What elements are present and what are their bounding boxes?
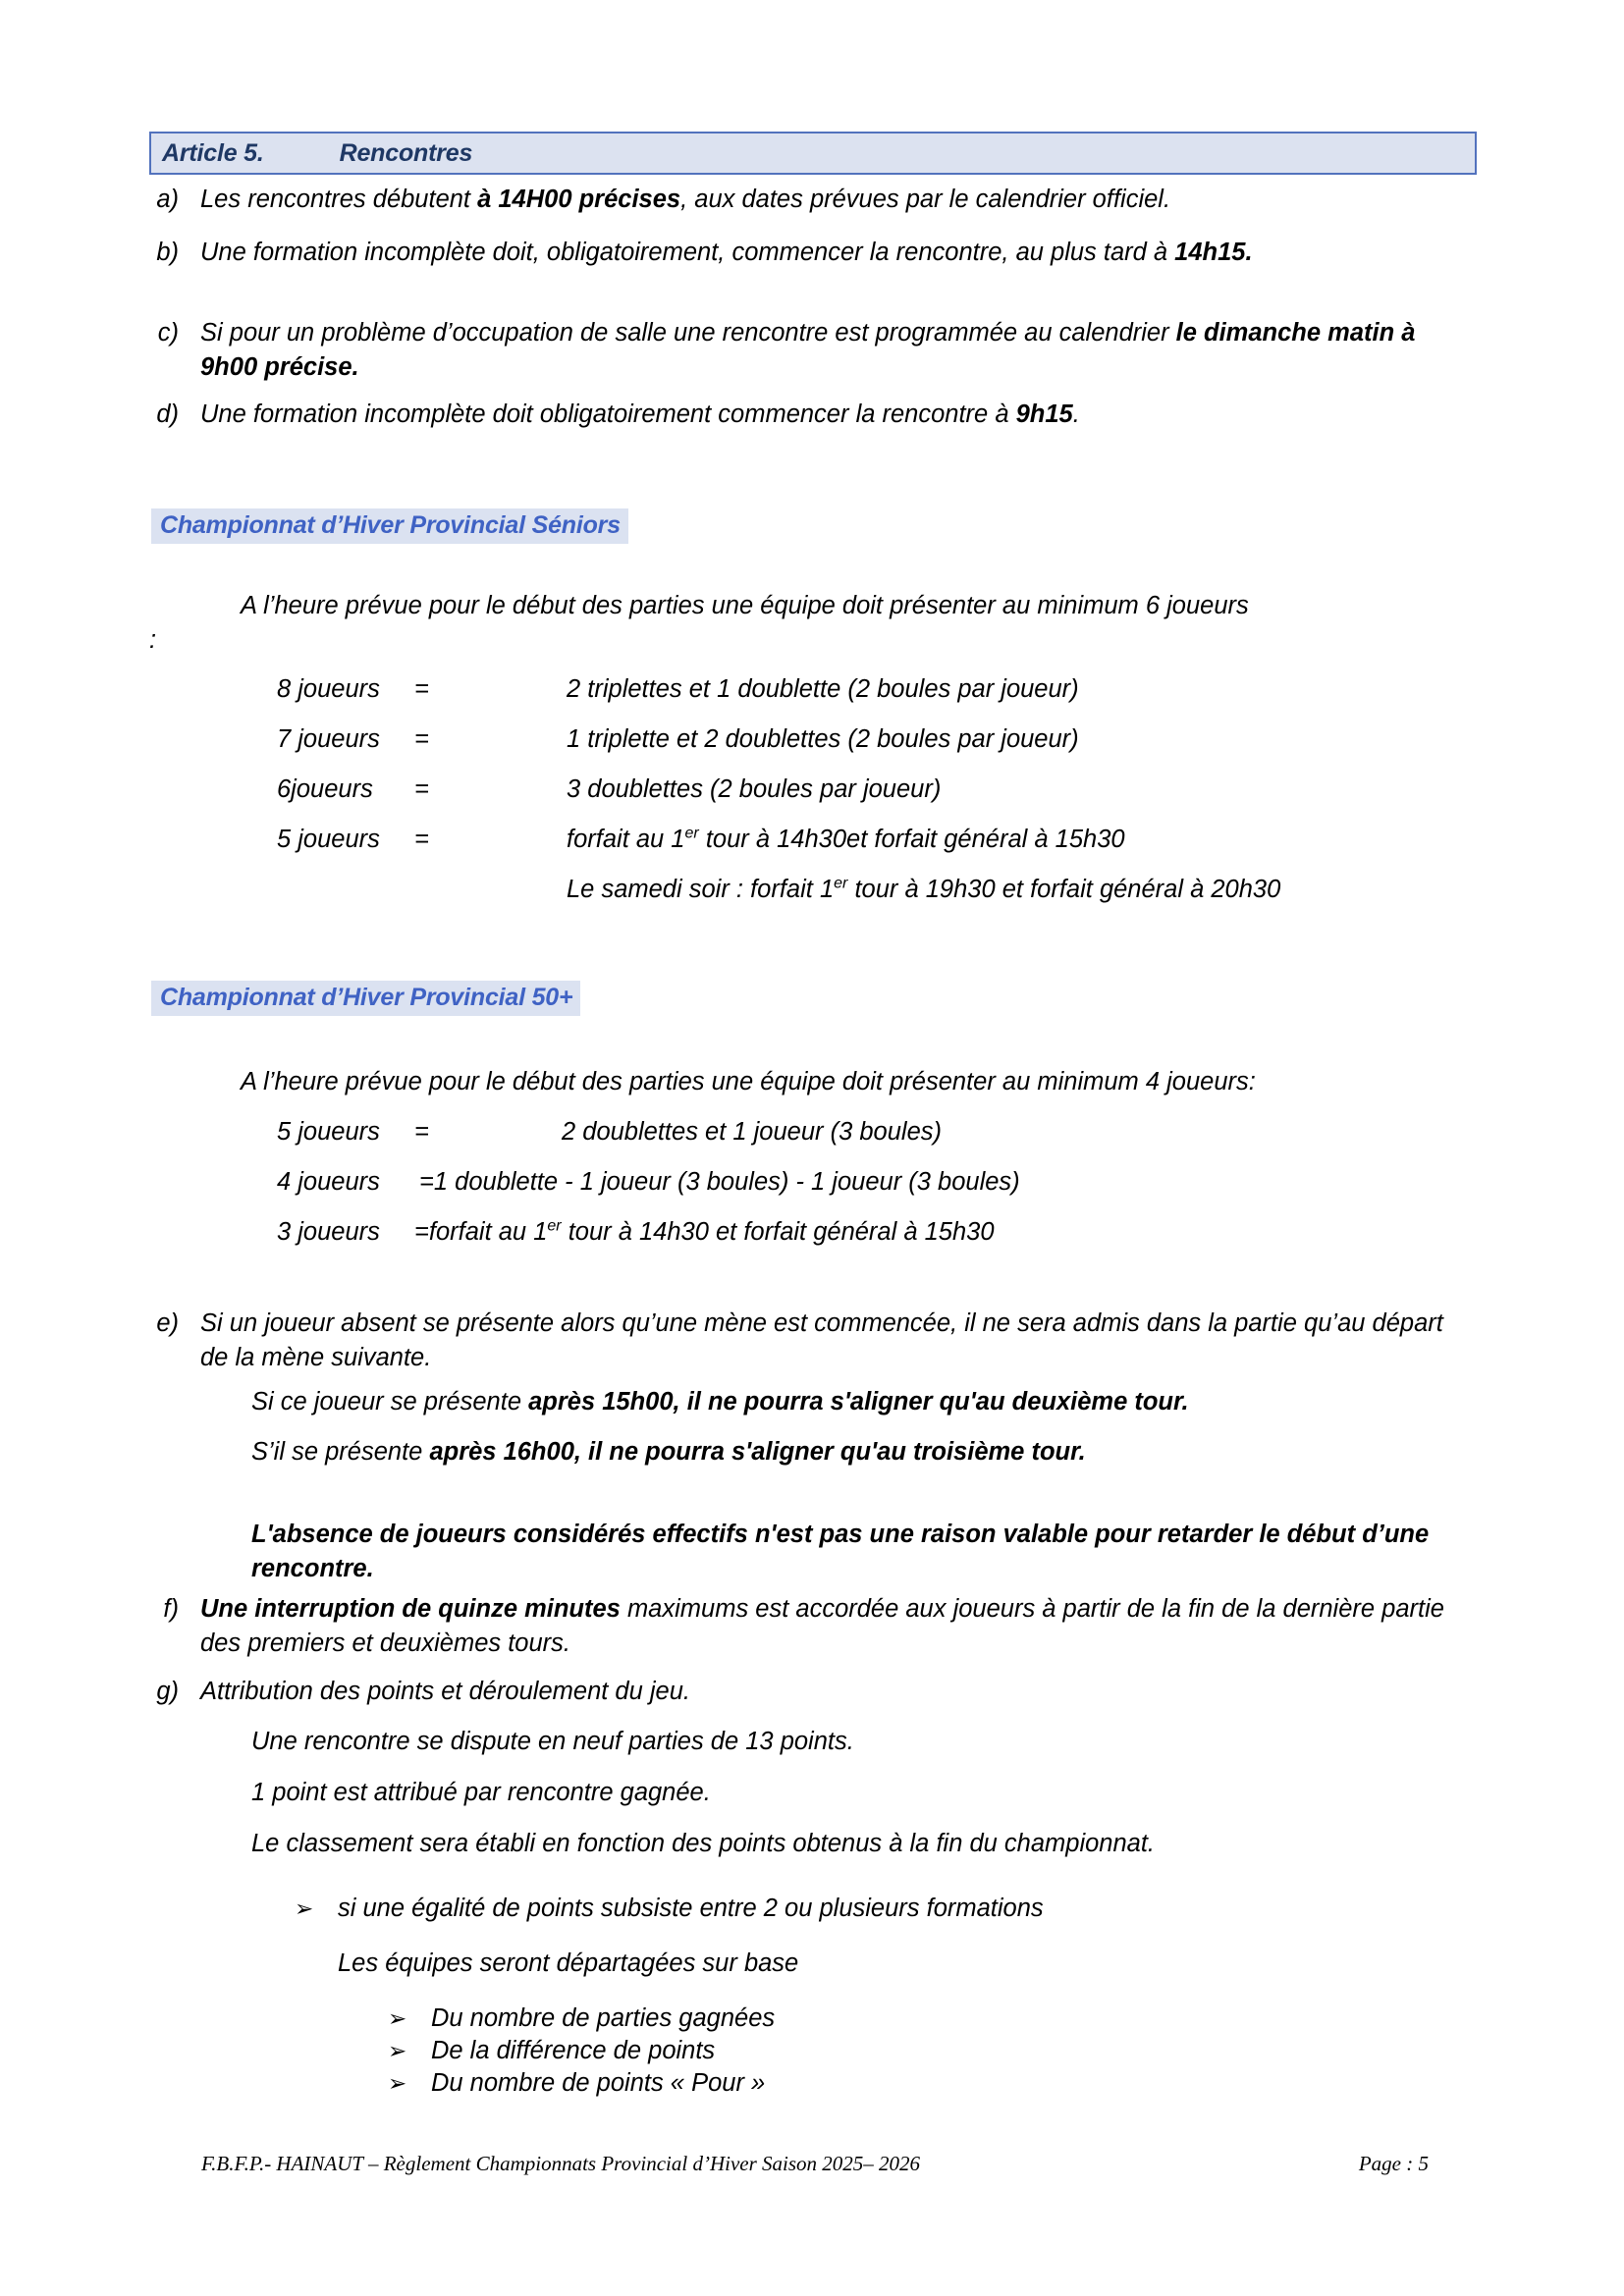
seniors-row-5-desc-post: tour à 14h30et forfait général à 15h30 bbox=[698, 826, 1125, 853]
list-marker-g: g) bbox=[156, 1678, 179, 1705]
section-heading-seniors: Championnat d’Hiver Provincial Séniors bbox=[151, 508, 628, 544]
seniors-row-7 bbox=[277, 723, 1079, 756]
text-c-1: Si pour un problème d’occupation de salle une rencontre est programmée au calendrier bbox=[200, 319, 1176, 347]
text-f-bold: Une interruption de quinze minutes bbox=[200, 1595, 621, 1623]
fiftyplus-row-3-ordinal: er bbox=[547, 1217, 562, 1235]
seniors-row-5-desc bbox=[567, 824, 1125, 856]
subbullet-item-1-text: De la différence de points bbox=[431, 2037, 716, 2064]
list-item-e bbox=[149, 1307, 1455, 1375]
fiftyplus-row-4-count: 4 joueurs bbox=[277, 1168, 380, 1196]
text-b-bold: 14h15. bbox=[1174, 239, 1253, 266]
seniors-row-5 bbox=[277, 824, 1125, 856]
seniors-row-6-eq: = bbox=[414, 775, 429, 803]
fiftyplus-intro: A l’heure prévue pour le début des parties une équipe doit présenter au minimum 4 joueurs: bbox=[241, 1068, 1256, 1095]
seniors-row-7-eq: = bbox=[414, 725, 429, 753]
page-footer bbox=[201, 2152, 1429, 2176]
text-d-2: . bbox=[1072, 400, 1080, 428]
seniors-row-samedi bbox=[567, 874, 1280, 906]
subbullet-item-2 bbox=[388, 2067, 765, 2100]
list-marker-a: a) bbox=[156, 186, 179, 213]
list-marker-f: f) bbox=[163, 1595, 179, 1623]
list-item-g-sub-2: 1 point est attribué par rencontre gagnée. bbox=[251, 1779, 711, 1806]
seniors-row-samedi-post: tour à 19h30 et forfait général à 20h30 bbox=[847, 876, 1281, 903]
list-marker-b: b) bbox=[156, 239, 179, 266]
text-d-bold: 9h15 bbox=[1015, 400, 1073, 428]
seniors-row-5-eq: = bbox=[414, 826, 429, 853]
list-body-f bbox=[200, 1592, 1470, 1661]
list-body-d bbox=[200, 398, 1460, 432]
list-item-g-sub-1: Une rencontre se dispute en neuf parties de 13 points. bbox=[251, 1728, 854, 1755]
seniors-row-8-desc: 2 triplettes et 1 doublette (2 boules par joueur) bbox=[567, 675, 1079, 703]
seniors-row-6-count: 6joueurs bbox=[277, 775, 373, 803]
fiftyplus-row-5 bbox=[277, 1116, 942, 1148]
seniors-row-8-count: 8 joueurs bbox=[277, 675, 380, 703]
fiftyplus-row-5-count: 5 joueurs bbox=[277, 1118, 380, 1146]
article-banner bbox=[149, 132, 1477, 175]
footer-left-text: F.B.F.P.- HAINAUT – Règlement Championnats Provincial d’Hiver Saison 2025– 2026 bbox=[201, 2152, 921, 2175]
fiftyplus-row-3-desc bbox=[414, 1216, 995, 1249]
fiftyplus-row-5-desc: 2 doublettes et 1 joueur (3 boules) bbox=[562, 1118, 943, 1146]
list-marker-c: c) bbox=[157, 319, 179, 347]
list-item-g-sub-4: Les équipes seront départagées sur base bbox=[338, 1949, 799, 1977]
fiftyplus-row-3 bbox=[277, 1216, 995, 1249]
list-item-c bbox=[149, 316, 1460, 385]
arrow-bullet-icon: ➢ bbox=[388, 2070, 407, 2096]
list-item-d bbox=[149, 398, 1460, 432]
seniors-row-samedi-ordinal: er bbox=[834, 875, 848, 892]
fiftyplus-row-5-eq: = bbox=[414, 1118, 429, 1146]
text-f-1: maximums est accordée aux joueurs à partir de la fin de la dernière partie des premiers et deuxièmes tours. bbox=[200, 1595, 1444, 1657]
subbullet-item-2-text: Du nombre de points « Pour » bbox=[431, 2069, 766, 2097]
text-c-bold: le dimanche matin à 9h00 précise. bbox=[200, 319, 1416, 381]
list-body-e: Si un joueur absent se présente alors qu’une mène est commencée, il ne sera admis dans la partie qu’au départ de la mène suivante. bbox=[200, 1309, 1443, 1371]
seniors-row-5-count: 5 joueurs bbox=[277, 826, 380, 853]
list-item-g bbox=[149, 1675, 1455, 1709]
seniors-intro-line2: : bbox=[149, 626, 157, 654]
seniors-row-5-ordinal: er bbox=[684, 825, 699, 842]
list-body-g: Attribution des points et déroulement du jeu. bbox=[200, 1678, 690, 1705]
text-d-1: Une formation incomplète doit obligatoirement commencer la rencontre à bbox=[200, 400, 1016, 428]
seniors-row-8-eq: = bbox=[414, 675, 429, 703]
list-item-g-sub-3: Le classement sera établi en fonction des points obtenus à la fin du championnat. bbox=[251, 1830, 1156, 1857]
absence-note: L'absence de joueurs considérés effectifs n'est pas une raison valable pour retarder le début d’une rencontre. bbox=[251, 1521, 1430, 1582]
bullet-item-equality bbox=[295, 1893, 1044, 1925]
text-a-2: , aux dates prévues par le calendrier officiel. bbox=[680, 186, 1171, 213]
list-item-b bbox=[149, 236, 1455, 270]
arrow-bullet-icon: ➢ bbox=[295, 1896, 314, 1921]
text-a-1: Les rencontres débutent bbox=[200, 186, 478, 213]
seniors-row-8 bbox=[277, 673, 1079, 706]
text-a-bold: à 14H00 précises bbox=[477, 186, 681, 213]
fiftyplus-row-4-desc: =1 doublette - 1 joueur (3 boules) - 1 joueur (3 boules) bbox=[419, 1168, 1020, 1196]
list-item-e-sub-2 bbox=[251, 1435, 1528, 1469]
list-item-f bbox=[149, 1592, 1470, 1661]
list-body-b bbox=[200, 236, 1455, 270]
list-body-a bbox=[200, 183, 1455, 217]
arrow-bullet-icon: ➢ bbox=[388, 2038, 407, 2063]
text-e-sub1-bold: après 15h00, il ne pourra s'aligner qu'au deuxième tour. bbox=[528, 1388, 1189, 1415]
fiftyplus-row-3-count: 3 joueurs bbox=[277, 1218, 380, 1246]
fiftyplus-row-4 bbox=[277, 1166, 1020, 1199]
seniors-row-7-desc: 1 triplette et 2 doublettes (2 boules par joueur) bbox=[567, 725, 1079, 753]
text-e-sub2: S’il se présente bbox=[251, 1438, 430, 1466]
seniors-row-7-count: 7 joueurs bbox=[277, 725, 380, 753]
footer-page-number: Page : 5 bbox=[1358, 2152, 1429, 2175]
seniors-intro-line1: A l’heure prévue pour le début des parties une équipe doit présenter au minimum 6 joueurs bbox=[241, 592, 1249, 619]
list-marker-d: d) bbox=[156, 400, 179, 428]
fiftyplus-row-3-post: tour à 14h30 et forfait général à 15h30 bbox=[561, 1218, 995, 1246]
fiftyplus-row-3-pre: =forfait au 1 bbox=[414, 1218, 548, 1246]
list-marker-e: e) bbox=[156, 1309, 179, 1337]
list-item-e-sub-1 bbox=[251, 1385, 1528, 1419]
list-body-c bbox=[200, 316, 1460, 385]
article-label: Article 5. bbox=[162, 138, 264, 167]
subbullet-item-0-text: Du nombre de parties gagnées bbox=[431, 2004, 776, 2032]
seniors-row-6 bbox=[277, 774, 941, 806]
seniors-row-samedi-pre: Le samedi soir : forfait 1 bbox=[567, 876, 835, 903]
list-item-a bbox=[149, 183, 1455, 217]
subbullet-item-0 bbox=[388, 2002, 775, 2035]
subbullet-item-1 bbox=[388, 2035, 715, 2067]
text-e-sub2-bold: après 16h00, il ne pourra s'aligner qu'au troisième tour. bbox=[429, 1438, 1086, 1466]
seniors-row-6-desc: 3 doublettes (2 boules par joueur) bbox=[567, 775, 942, 803]
seniors-row-5-desc-pre: forfait au 1 bbox=[567, 826, 685, 853]
bullet-item-equality-text: si une égalité de points subsiste entre 2 ou plusieurs formations bbox=[338, 1895, 1044, 1922]
text-e-sub1: Si ce joueur se présente bbox=[251, 1388, 529, 1415]
text-b-1: Une formation incomplète doit, obligatoirement, commencer la rencontre, au plus tard à bbox=[200, 239, 1175, 266]
article-title: Rencontres bbox=[339, 138, 473, 167]
section-heading-50plus: Championnat d’Hiver Provincial 50+ bbox=[151, 981, 580, 1016]
arrow-bullet-icon: ➢ bbox=[388, 2005, 407, 2031]
